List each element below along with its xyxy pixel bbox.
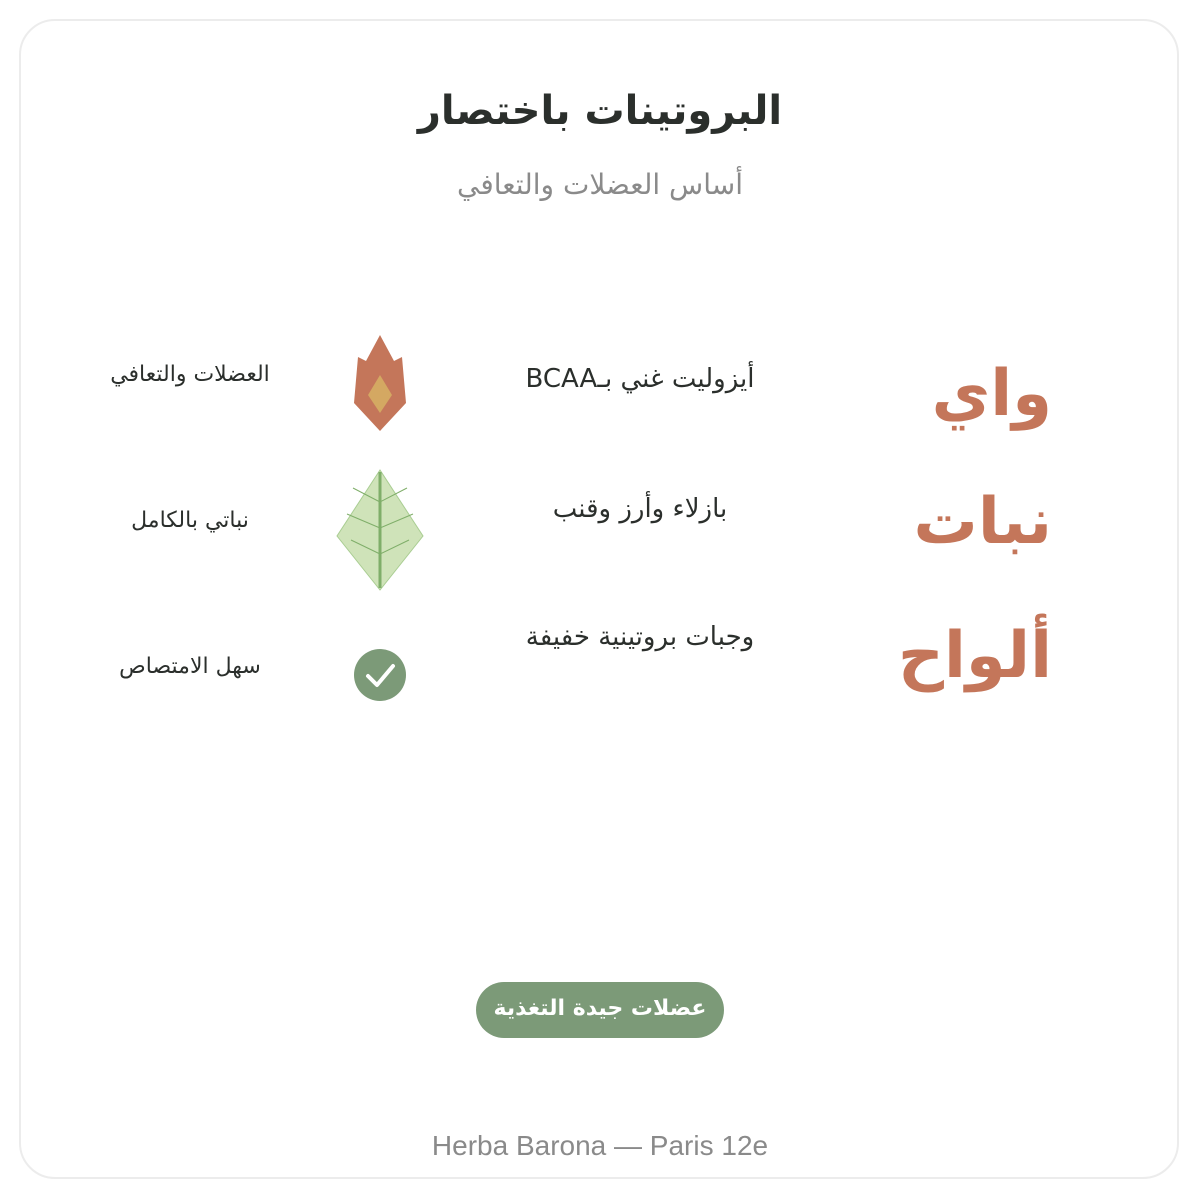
check-circle-icon bbox=[353, 648, 407, 706]
leaf-icon bbox=[335, 468, 425, 596]
row-name-bars: ألواح bbox=[897, 619, 1052, 693]
nutrition-badge: عضلات جيدة التغذية bbox=[476, 982, 724, 1038]
row-benefit-whey: العضلات والتعافي bbox=[110, 362, 270, 387]
row-name-plant: نبات bbox=[913, 485, 1052, 559]
flame-icon bbox=[350, 333, 410, 437]
row-benefit-plant: نباتي بالكامل bbox=[131, 508, 249, 533]
page-subtitle: أساس العضلات والتعافي bbox=[457, 168, 743, 201]
row-description-bars: وجبات بروتينية خفيفة bbox=[525, 622, 755, 652]
footer-brand: Herba Barona — Paris 12e bbox=[431, 1130, 769, 1161]
row-description-whey: أيزوليت غني بـBCAA bbox=[525, 364, 755, 394]
page-title: البروتينات باختصار bbox=[417, 88, 783, 134]
row-description-plant: بازلاء وأرز وقنب bbox=[552, 494, 728, 524]
row-benefit-bars: سهل الامتصاص bbox=[119, 654, 261, 679]
row-name-whey: واي bbox=[931, 357, 1052, 431]
